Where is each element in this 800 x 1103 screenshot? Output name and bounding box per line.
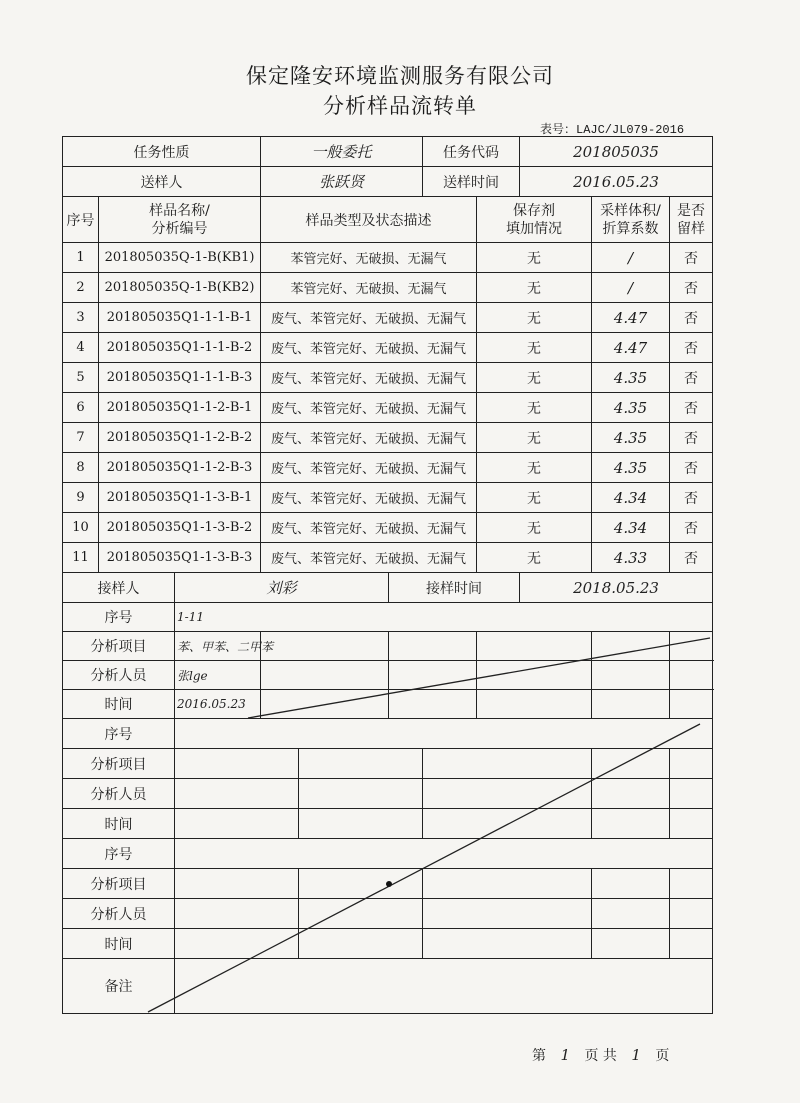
send-time-value: 2016.05.23 <box>520 167 713 197</box>
receiver-label: 接样人 <box>63 573 175 603</box>
preservative-value: 无 <box>477 243 592 273</box>
receive-time-label: 接样时间 <box>389 573 520 603</box>
sample-id: 201805035Q-1-B(KB2) <box>99 273 261 303</box>
seq-header: 序号 <box>63 197 99 243</box>
keep-value: 否 <box>670 243 713 273</box>
keep-value: 否 <box>670 333 713 363</box>
keep-value: 否 <box>670 513 713 543</box>
sample-desc: 废气、苯管完好、无破损、无漏气 <box>261 393 477 423</box>
analysis-item-label: 分析项目 <box>63 632 175 661</box>
volume-value: 4.35 <box>592 393 670 423</box>
analyst-label: 分析人员 <box>63 661 175 690</box>
sample-id: 201805035Q1-1-3-B-3 <box>99 543 261 573</box>
volume-value: / <box>592 273 670 303</box>
sample-desc: 苯管完好、无破损、无漏气 <box>261 243 477 273</box>
sample-desc: 废气、苯管完好、无破损、无漏气 <box>261 453 477 483</box>
analysis-time-label: 时间 <box>63 809 175 839</box>
analysis-time-label: 时间 <box>63 690 175 719</box>
volume-value: 4.47 <box>592 333 670 363</box>
sample-desc-header: 样品类型及状态描述 <box>261 197 477 243</box>
remarks-label: 备注 <box>63 959 175 1014</box>
sample-id: 201805035Q-1-B(KB1) <box>99 243 261 273</box>
row-seq: 6 <box>63 393 99 423</box>
analyst-label: 分析人员 <box>63 779 175 809</box>
volume-value: 4.35 <box>592 453 670 483</box>
preservative-value: 无 <box>477 483 592 513</box>
sample-id: 201805035Q1-1-2-B-3 <box>99 453 261 483</box>
keep-value: 否 <box>670 363 713 393</box>
sample-desc: 废气、苯管完好、无破损、无漏气 <box>261 333 477 363</box>
task-nature-value: 一般委托 <box>261 137 423 167</box>
ink-dot <box>386 881 392 887</box>
analyst-label: 分析人员 <box>63 899 175 929</box>
analyst-value: 张lge <box>175 661 261 690</box>
analysis-time-value: 2016.05.23 <box>175 690 261 719</box>
row-seq: 8 <box>63 453 99 483</box>
row-seq: 2 <box>63 273 99 303</box>
volume-value: 4.35 <box>592 363 670 393</box>
sample-desc: 废气、苯管完好、无破损、无漏气 <box>261 543 477 573</box>
row-seq: 3 <box>63 303 99 333</box>
row-seq: 1 <box>63 243 99 273</box>
analysis-seq-label: 序号 <box>63 603 175 632</box>
volume-value: 4.35 <box>592 423 670 453</box>
sample-id: 201805035Q1-1-1-B-3 <box>99 363 261 393</box>
receive-time-value: 2018.05.23 <box>520 573 713 603</box>
sample-id: 201805035Q1-1-2-B-2 <box>99 423 261 453</box>
sample-id: 201805035Q1-1-1-B-1 <box>99 303 261 333</box>
row-seq: 9 <box>63 483 99 513</box>
keep-value: 否 <box>670 303 713 333</box>
preservative-value: 无 <box>477 453 592 483</box>
preservative-value: 无 <box>477 393 592 423</box>
page-footer <box>532 1045 669 1065</box>
keep-value: 否 <box>670 543 713 573</box>
row-seq: 7 <box>63 423 99 453</box>
volume-header: 采样体积/ 折算系数 <box>592 197 670 243</box>
sample-id: 201805035Q1-1-1-B-2 <box>99 333 261 363</box>
preservative-value: 无 <box>477 423 592 453</box>
keep-value: 否 <box>670 483 713 513</box>
sample-id: 201805035Q1-1-3-B-2 <box>99 513 261 543</box>
strike-line-2 <box>148 724 700 1012</box>
analysis-seq-label: 序号 <box>63 719 175 749</box>
volume-value: 4.33 <box>592 543 670 573</box>
preservative-value: 无 <box>477 363 592 393</box>
analysis-seq-label: 序号 <box>63 839 175 869</box>
sender-value: 张跃贤 <box>261 167 423 197</box>
sender-label: 送样人 <box>63 167 261 197</box>
row-seq: 10 <box>63 513 99 543</box>
preservative-value: 无 <box>477 273 592 303</box>
task-code-label: 任务代码 <box>423 137 520 167</box>
page-total: 1 <box>631 1046 641 1064</box>
preservative-value: 无 <box>477 303 592 333</box>
sample-desc: 废气、苯管完好、无破损、无漏气 <box>261 363 477 393</box>
keep-value: 否 <box>670 273 713 303</box>
keep-sample-header: 是否 留样 <box>670 197 713 243</box>
row-seq: 11 <box>63 543 99 573</box>
keep-value: 否 <box>670 393 713 423</box>
receiver-value: 刘彩 <box>175 573 389 603</box>
sample-desc: 废气、苯管完好、无破损、无漏气 <box>261 303 477 333</box>
task-code-value: 201805035 <box>520 137 713 167</box>
analysis-item-label: 分析项目 <box>63 869 175 899</box>
keep-value: 否 <box>670 423 713 453</box>
analysis-time-label: 时间 <box>63 929 175 959</box>
sample-id: 201805035Q1-1-2-B-1 <box>99 393 261 423</box>
volume-value: 4.47 <box>592 303 670 333</box>
page-mid: 页 共 <box>584 1048 617 1064</box>
preservative-header: 保存剂 填加情况 <box>477 197 592 243</box>
preservative-value: 无 <box>477 333 592 363</box>
page-prefix: 第 <box>532 1048 546 1064</box>
task-nature-label: 任务性质 <box>63 137 261 167</box>
keep-value: 否 <box>670 453 713 483</box>
sample-desc: 废气、苯管完好、无破损、无漏气 <box>261 513 477 543</box>
page-suffix: 页 <box>655 1048 670 1064</box>
document-title: 分析样品流转单 <box>323 94 477 118</box>
sample-desc: 废气、苯管完好、无破损、无漏气 <box>261 423 477 453</box>
analysis-item-value: 苯、甲苯、二甲苯 <box>175 632 261 661</box>
page-number: 1 <box>560 1046 570 1064</box>
company-name: 保定隆安环境监测服务有限公司 <box>246 64 554 88</box>
form-number: 表号：LAJC/JL079-2016 <box>540 123 685 137</box>
preservative-value: 无 <box>477 513 592 543</box>
preservative-value: 无 <box>477 543 592 573</box>
analysis-item-label: 分析项目 <box>63 749 175 779</box>
sample-name-header: 样品名称/ 分析编号 <box>99 197 261 243</box>
sample-id: 201805035Q1-1-3-B-1 <box>99 483 261 513</box>
row-seq: 5 <box>63 363 99 393</box>
volume-value: / <box>592 243 670 273</box>
send-time-label: 送样时间 <box>423 167 520 197</box>
sample-desc: 苯管完好、无破损、无漏气 <box>261 273 477 303</box>
sample-desc: 废气、苯管完好、无破损、无漏气 <box>261 483 477 513</box>
strike-line-1 <box>248 638 710 718</box>
volume-value: 4.34 <box>592 513 670 543</box>
volume-value: 4.34 <box>592 483 670 513</box>
row-seq: 4 <box>63 333 99 363</box>
analysis-seq-value: 1-11 <box>175 603 713 632</box>
